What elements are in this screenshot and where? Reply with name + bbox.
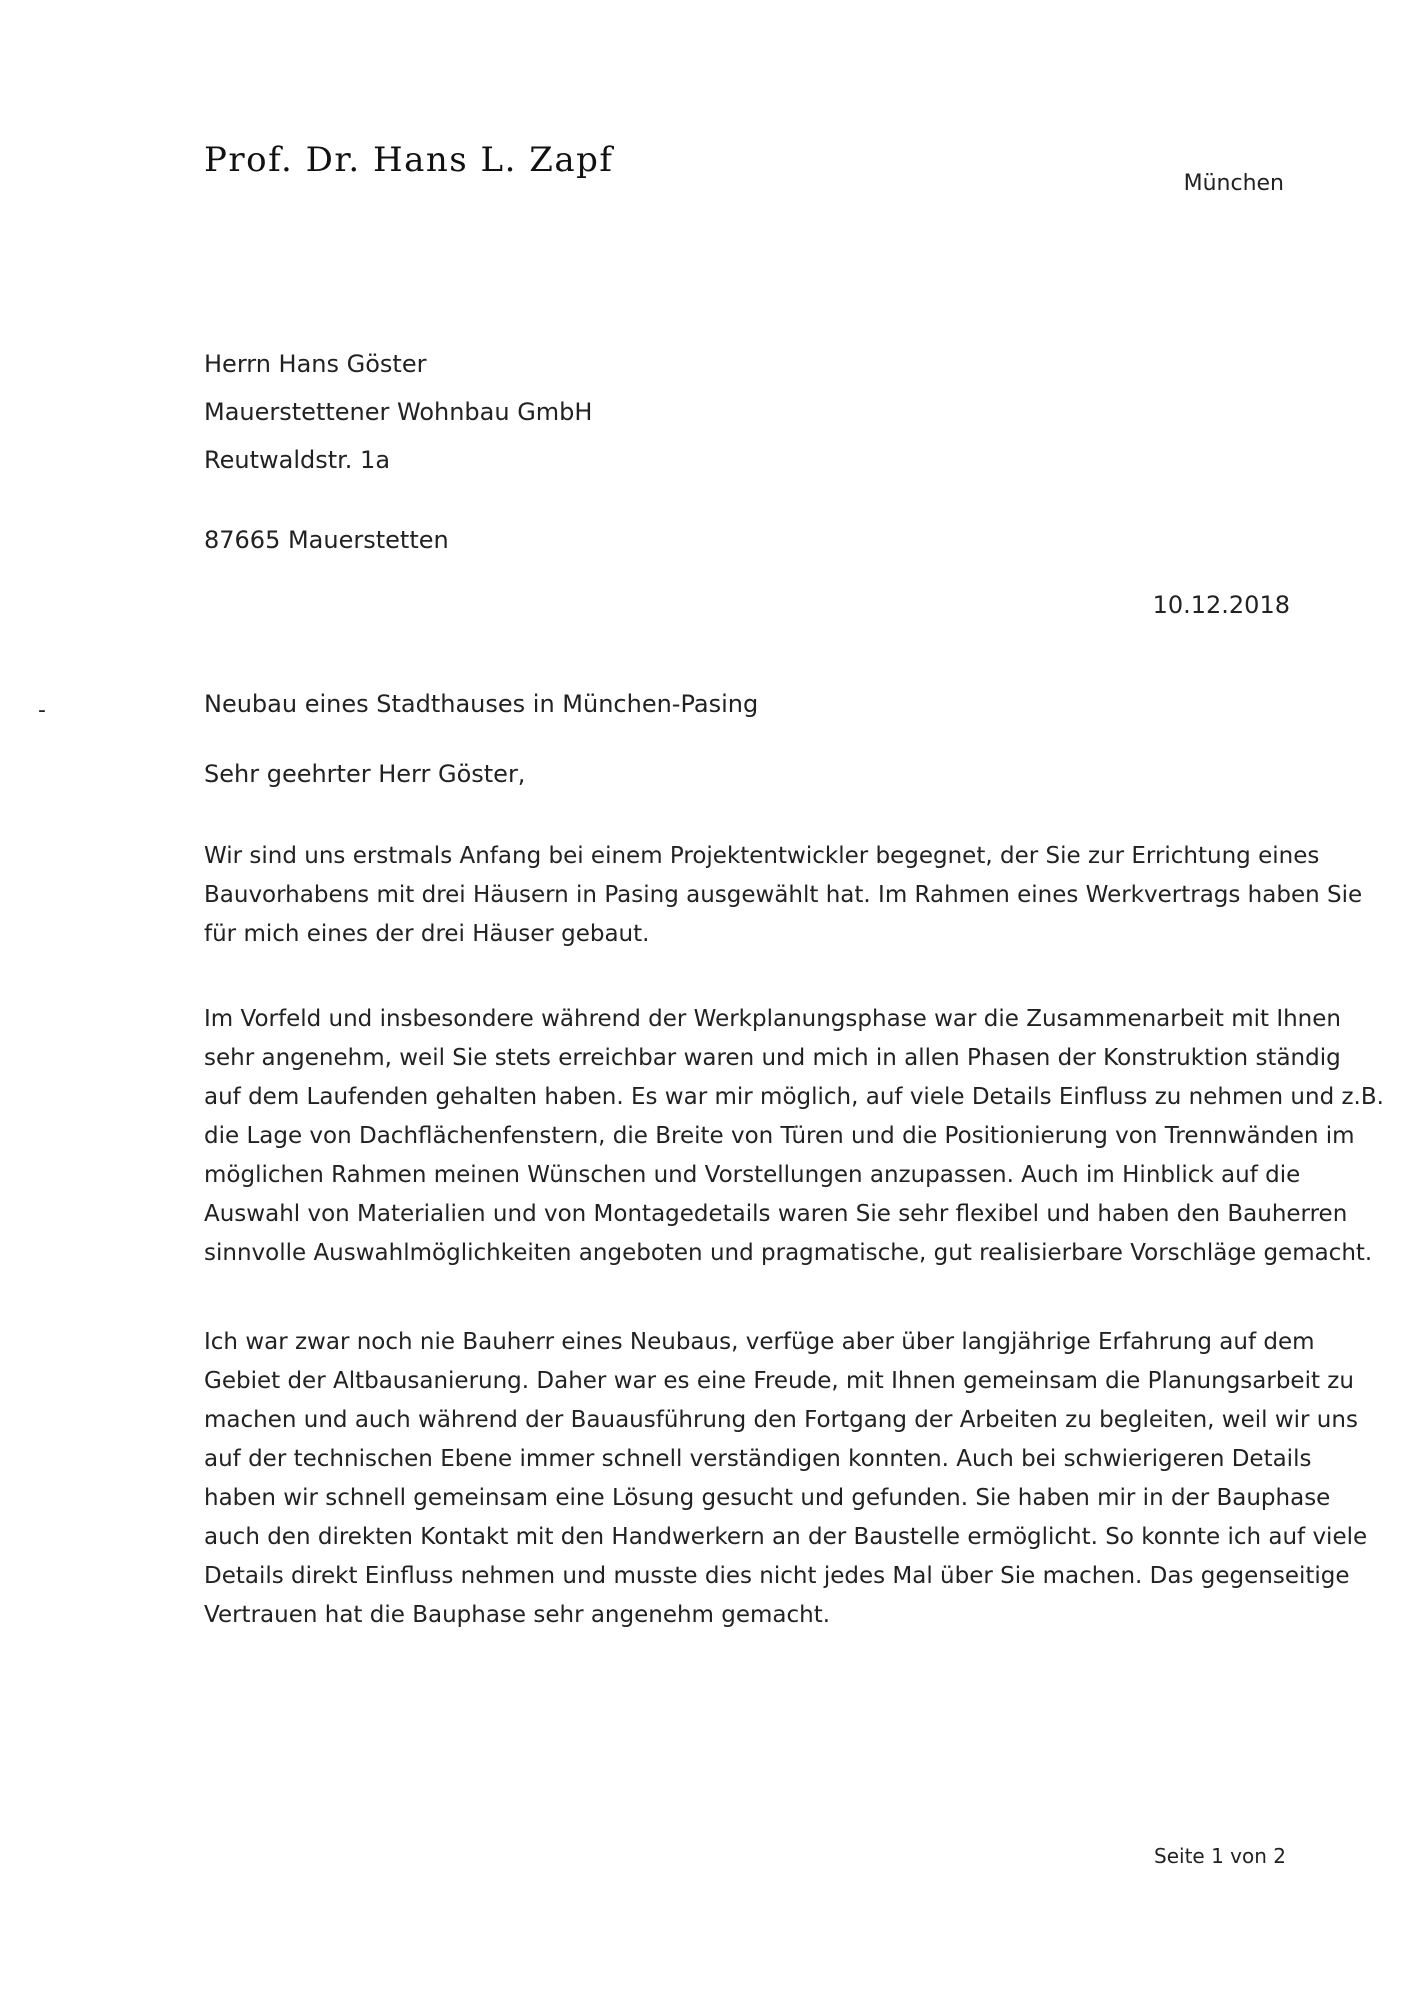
paragraph-line: Bauvorhabens mit drei Häusern in Pasing ausgewählt hat. Im Rahmen eines Werkvertrags haben Sie [204, 882, 1363, 908]
fold-mark: - [38, 698, 46, 723]
body-paragraph-1 [204, 837, 1363, 954]
paragraph-line: die Lage von Dachflächenfenstern, die Breite von Türen und die Positionierung von Trennwänden im [204, 1123, 1355, 1149]
paragraph-line: Details direkt Einfluss nehmen und musste dies nicht jedes Mal über Sie machen. Das gegenseitige [204, 1563, 1350, 1589]
body-paragraph-3 [204, 1323, 1368, 1635]
letter-subject: Neubau eines Stadthauses in München-Pasing [204, 690, 759, 718]
recipient-company: Mauerstettener Wohnbau GmbH [204, 398, 593, 426]
paragraph-line: für mich eines der drei Häuser gebaut. [204, 921, 650, 947]
letterhead-city: München [1183, 171, 1284, 196]
paragraph-line: auch den direkten Kontakt mit den Handwerkern an der Baustelle ermöglicht. So konnte ich auf viele [204, 1524, 1368, 1550]
paragraph-line: sehr angenehm, weil Sie stets erreichbar waren und mich in allen Phasen der Konstruktion ständig [204, 1045, 1341, 1071]
letterhead-name: Prof. Dr. Hans L. Zapf [204, 140, 614, 180]
paragraph-line: auf der technischen Ebene immer schnell verständigen konnten. Auch bei schwierigeren Details [204, 1446, 1312, 1472]
page-number: Seite 1 von 2 [1154, 1844, 1286, 1868]
paragraph-line: Ich war zwar noch nie Bauherr eines Neubaus, verfüge aber über langjährige Erfahrung auf dem [204, 1329, 1315, 1355]
paragraph-line: haben wir schnell gemeinsam eine Lösung gesucht und gefunden. Sie haben mir in der Bauphase [204, 1485, 1331, 1511]
paragraph-line: Auswahl von Materialien und von Montagedetails waren Sie sehr flexibel und haben den Bauherren [204, 1201, 1348, 1227]
paragraph-line: Wir sind uns erstmals Anfang bei einem Projektentwickler begegnet, der Sie zur Errichtung eines [204, 843, 1320, 869]
recipient-city: 87665 Mauerstetten [204, 526, 449, 554]
letter-date: 10.12.2018 [1152, 591, 1290, 619]
paragraph-line: möglichen Rahmen meinen Wünschen und Vorstellungen anzupassen. Auch im Hinblick auf die [204, 1162, 1301, 1188]
letter-salutation: Sehr geehrter Herr Göster, [204, 760, 526, 788]
paragraph-line: Im Vorfeld und insbesondere während der Werkplanungsphase war die Zusammenarbeit mit Ihnen [204, 1006, 1341, 1032]
paragraph-line: Gebiet der Altbausanierung. Daher war es eine Freude, mit Ihnen gemeinsam die Planungsarbeit zu [204, 1368, 1354, 1394]
paragraph-line: sinnvolle Auswahlmöglichkeiten angeboten und pragmatische, gut realisierbare Vorschläge gemacht. [204, 1240, 1373, 1266]
paragraph-line: auf dem Laufenden gehalten haben. Es war mir möglich, auf viele Details Einfluss zu nehmen und z.B. [204, 1084, 1384, 1110]
paragraph-line: Vertrauen hat die Bauphase sehr angenehm gemacht. [204, 1602, 831, 1628]
body-paragraph-2 [204, 1000, 1384, 1273]
paragraph-line: machen und auch während der Bauausführung den Fortgang der Arbeiten zu begleiten, weil wir uns [204, 1407, 1358, 1433]
recipient-name: Herrn Hans Göster [204, 350, 427, 378]
recipient-street: Reutwaldstr. 1a [204, 446, 391, 474]
recipient-address [204, 346, 592, 570]
